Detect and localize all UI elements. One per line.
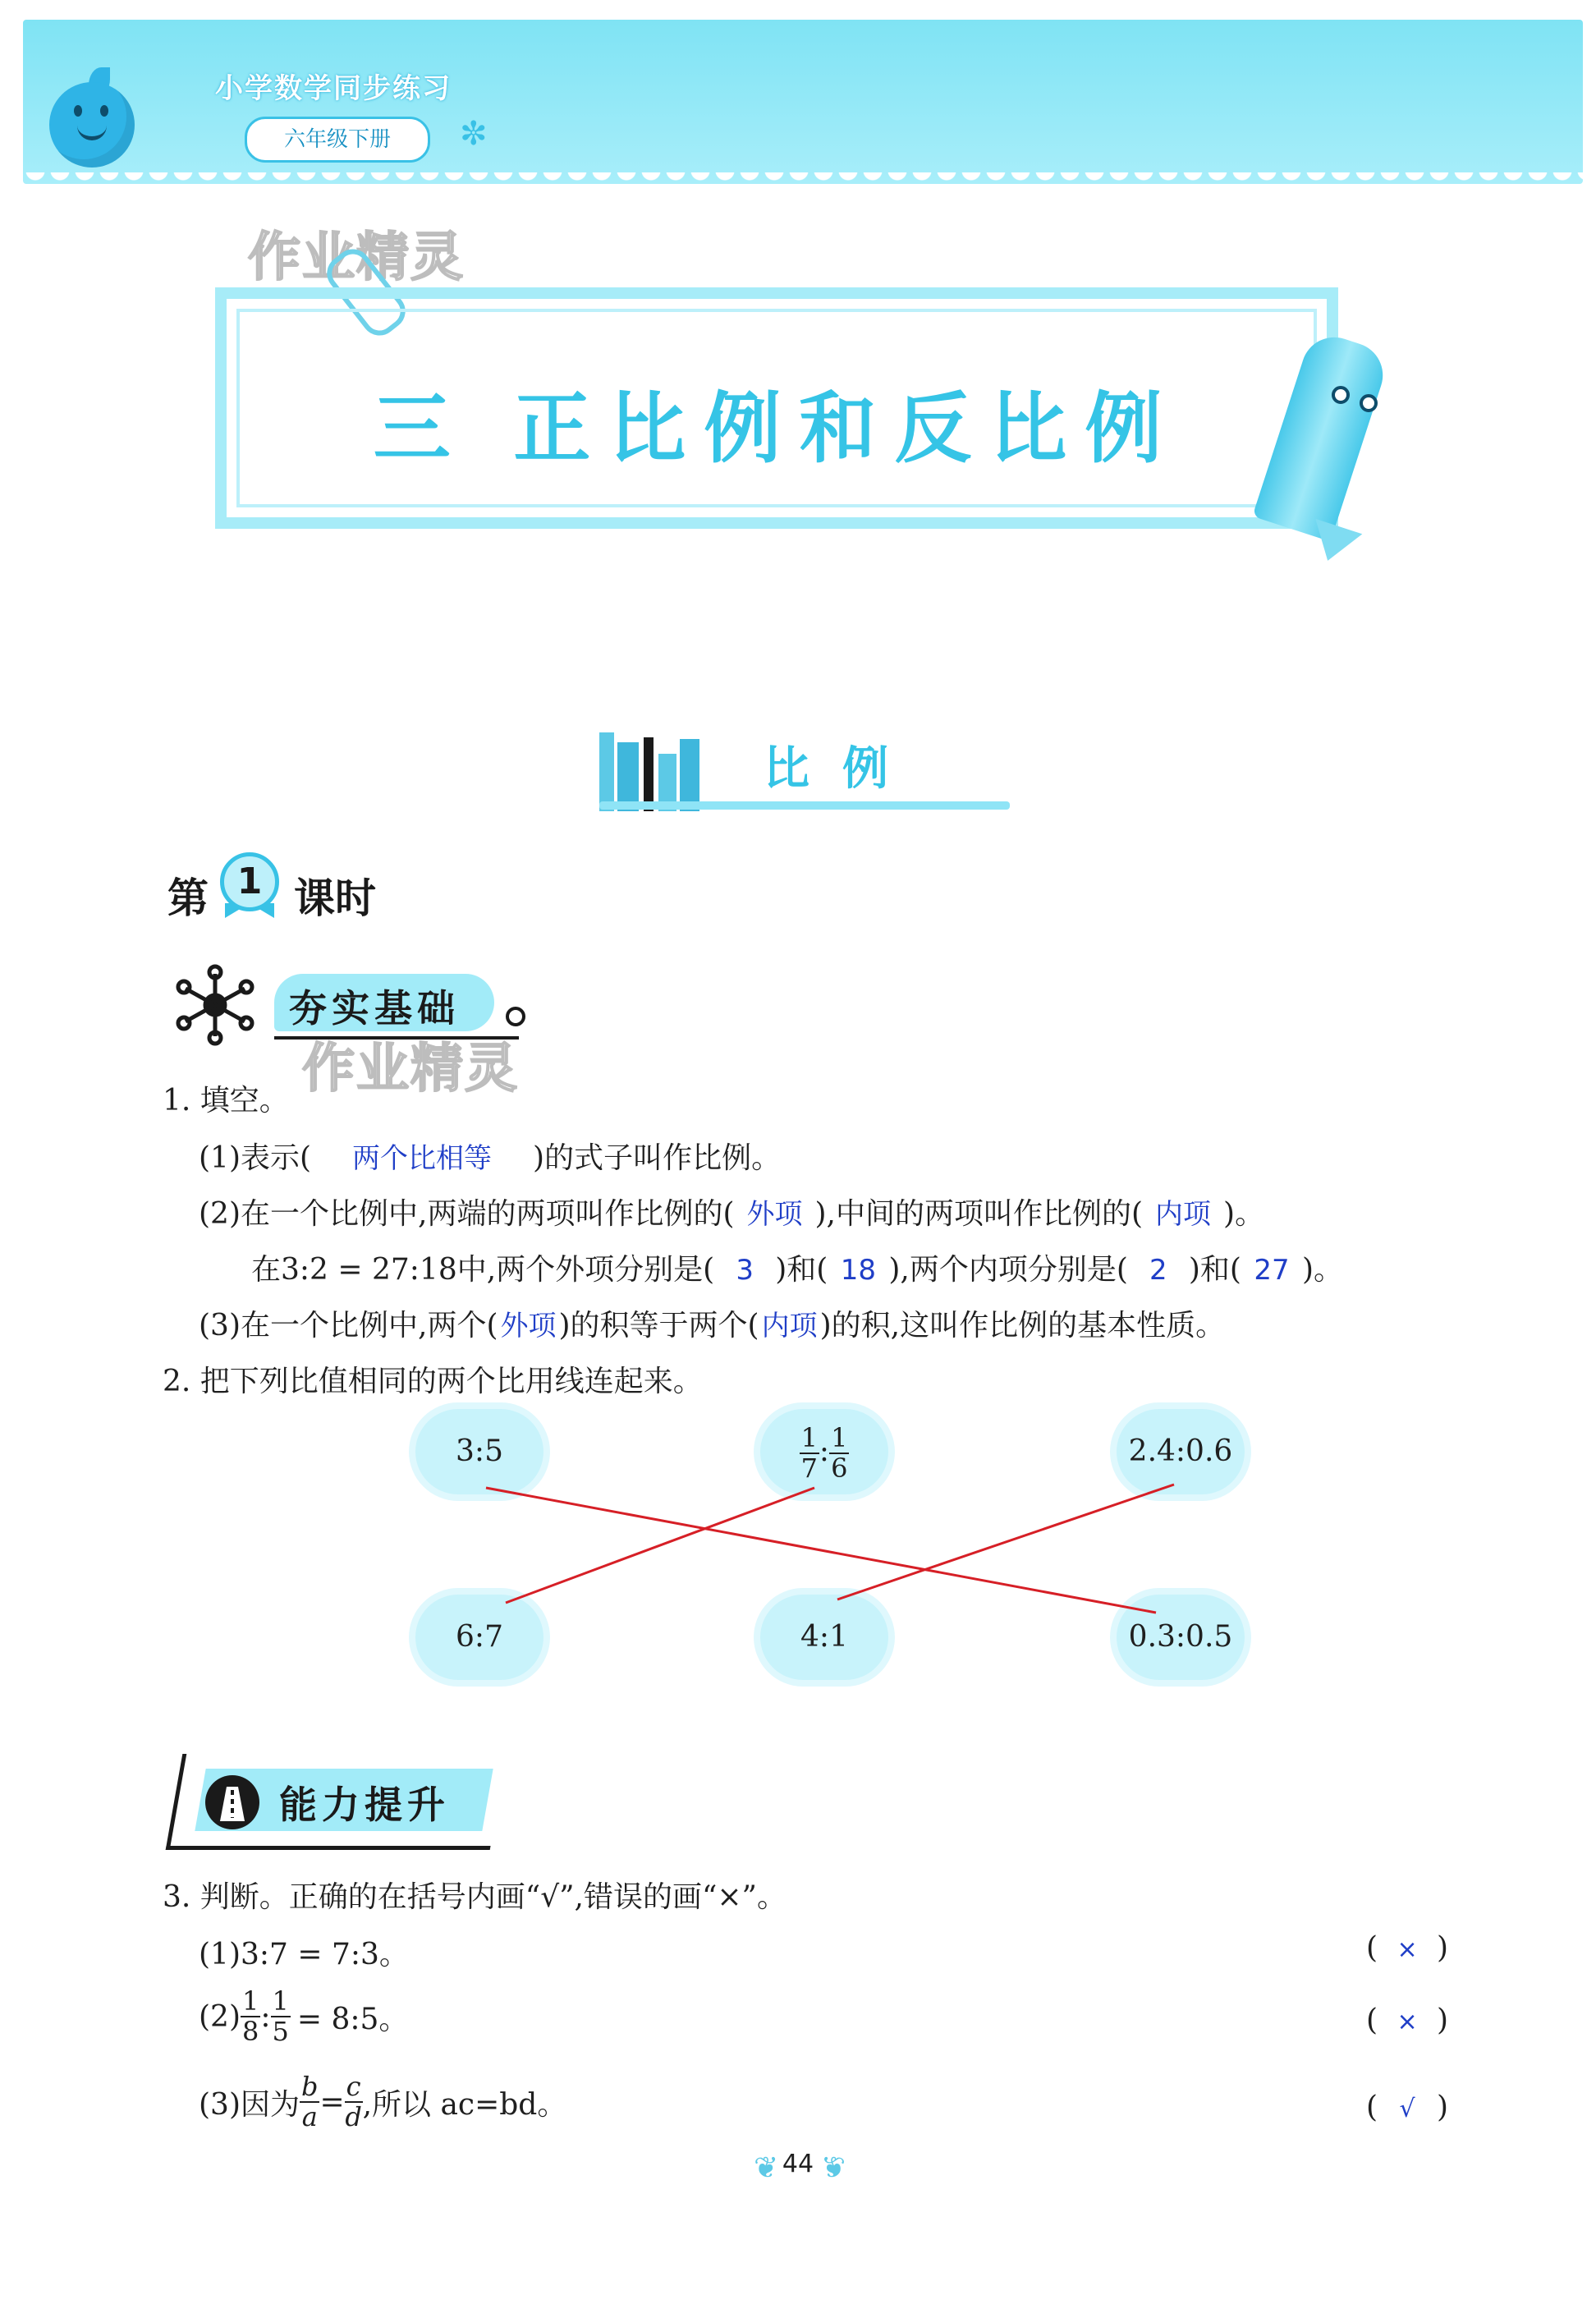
q3-item-1-answer: ( × ) — [1366, 1931, 1449, 1965]
pencil-tip-icon — [1305, 519, 1363, 568]
q3-stem: 3. 判断。正确的在括号内画“√”,错误的画“×”。 — [163, 1880, 787, 1914]
q3-item-2: (2) $\frac{1}{8}$ : $\frac{1}{5}$ = 8:5。 — [199, 1985, 409, 2048]
mascot-eye-icon — [1332, 386, 1350, 404]
answer-blank: 外项 — [500, 1310, 557, 1342]
books-icon — [599, 732, 706, 811]
match-bottom-3: 0.3:0.5 — [1117, 1595, 1245, 1680]
q2-stem: 2. 把下列比值相同的两个比用线连起来。 — [163, 1365, 703, 1398]
lesson-prefix: 第 — [167, 874, 209, 922]
answer-blank: 内项 — [761, 1310, 818, 1342]
match-line-2.4-0.6-to-4-1 — [837, 1485, 1174, 1599]
advance-tag-label: 能力提升 — [279, 1783, 450, 1827]
apple-eye-icon — [100, 105, 108, 117]
match-line-3-5-to-0.3-0.5 — [486, 1488, 1156, 1613]
network-icon — [174, 964, 256, 1046]
section-underline — [599, 801, 1010, 810]
q1-stem: 1. 填空。 — [163, 1084, 289, 1118]
book-title: 小学数学同步练习 — [215, 72, 452, 105]
q3-item-3-answer: ( √ ) — [1366, 2091, 1449, 2124]
answer-blank: 内项 — [1155, 1198, 1212, 1231]
section-title: 比例 — [764, 742, 921, 796]
lesson-number-badge: 1 — [220, 852, 279, 911]
answer-blank: 2 — [1149, 1254, 1167, 1287]
basics-tag-label: 夯实基础 — [289, 986, 460, 1030]
banner-wave-border — [23, 172, 1583, 197]
match-top-1: 3:5 — [415, 1409, 543, 1494]
answer-blank: 3 — [736, 1254, 754, 1287]
match-bottom-1: 6:7 — [415, 1595, 543, 1680]
match-bottom-2: 4:1 — [760, 1595, 888, 1680]
answer-blank: 外项 — [746, 1198, 803, 1231]
match-top-2: $\frac{1}{7}$ : $\frac{1}{6}$ — [760, 1409, 888, 1494]
matching-lines — [407, 1396, 1248, 1691]
basics-tag-dot — [506, 1007, 525, 1026]
match-line-frac-to-6-7 — [506, 1488, 814, 1603]
q3-item-2-answer: ( × ) — [1366, 2003, 1449, 2037]
road-icon — [205, 1775, 259, 1829]
q1-part3: (3)在一个比例中,两个(外项)的积等于两个(内项)的积,这叫作比例的基本性质。 — [199, 1302, 1225, 1344]
laurel-right-icon: ❦ — [821, 2151, 846, 2185]
q3-item-1: (1)3:7 = 7:3。 — [199, 1938, 409, 1971]
grade-label: 六年级下册 — [245, 117, 430, 163]
unit-title: 三 正比例和反比例 — [373, 384, 1181, 474]
watermark: 作业精灵 — [302, 1039, 519, 1099]
q1-part2-line1: (2)在一个比例中,两端的两项叫作比例的( 外项 ),中间的两项叫作比例的( 内项 )。 — [199, 1191, 1264, 1232]
answer-blank: 两个比相等 — [352, 1142, 493, 1175]
answer-blank: 27 — [1254, 1254, 1290, 1287]
q1-part1: (1)表示( 两个比相等 )的式子叫作比例。 — [199, 1135, 781, 1177]
butterfly-icon: ✼ — [460, 115, 488, 153]
page-number: 44 — [782, 2150, 814, 2178]
q1-part2-line2: 在3:2 = 27:18中,两个外项分别是( 3 )和( 18 ),两个内项分别是( 2 )和( 27 )。 — [251, 1253, 1344, 1287]
match-top-3: 2.4:0.6 — [1117, 1409, 1245, 1494]
answer-blank: 18 — [840, 1254, 876, 1287]
q3-item-3: (3)因为 $\frac{b}{a}$ = $\frac{c}{d}$ ,所以 ac=bd。 — [199, 2071, 567, 2133]
lesson-suffix: 课时 — [294, 874, 376, 922]
matching-area — [407, 1396, 1248, 1691]
watermark: 作业精灵 — [248, 227, 465, 288]
apple-eye-icon — [74, 105, 82, 117]
mascot-eye-icon — [1360, 394, 1378, 412]
laurel-left-icon: ❦ — [754, 2151, 779, 2185]
